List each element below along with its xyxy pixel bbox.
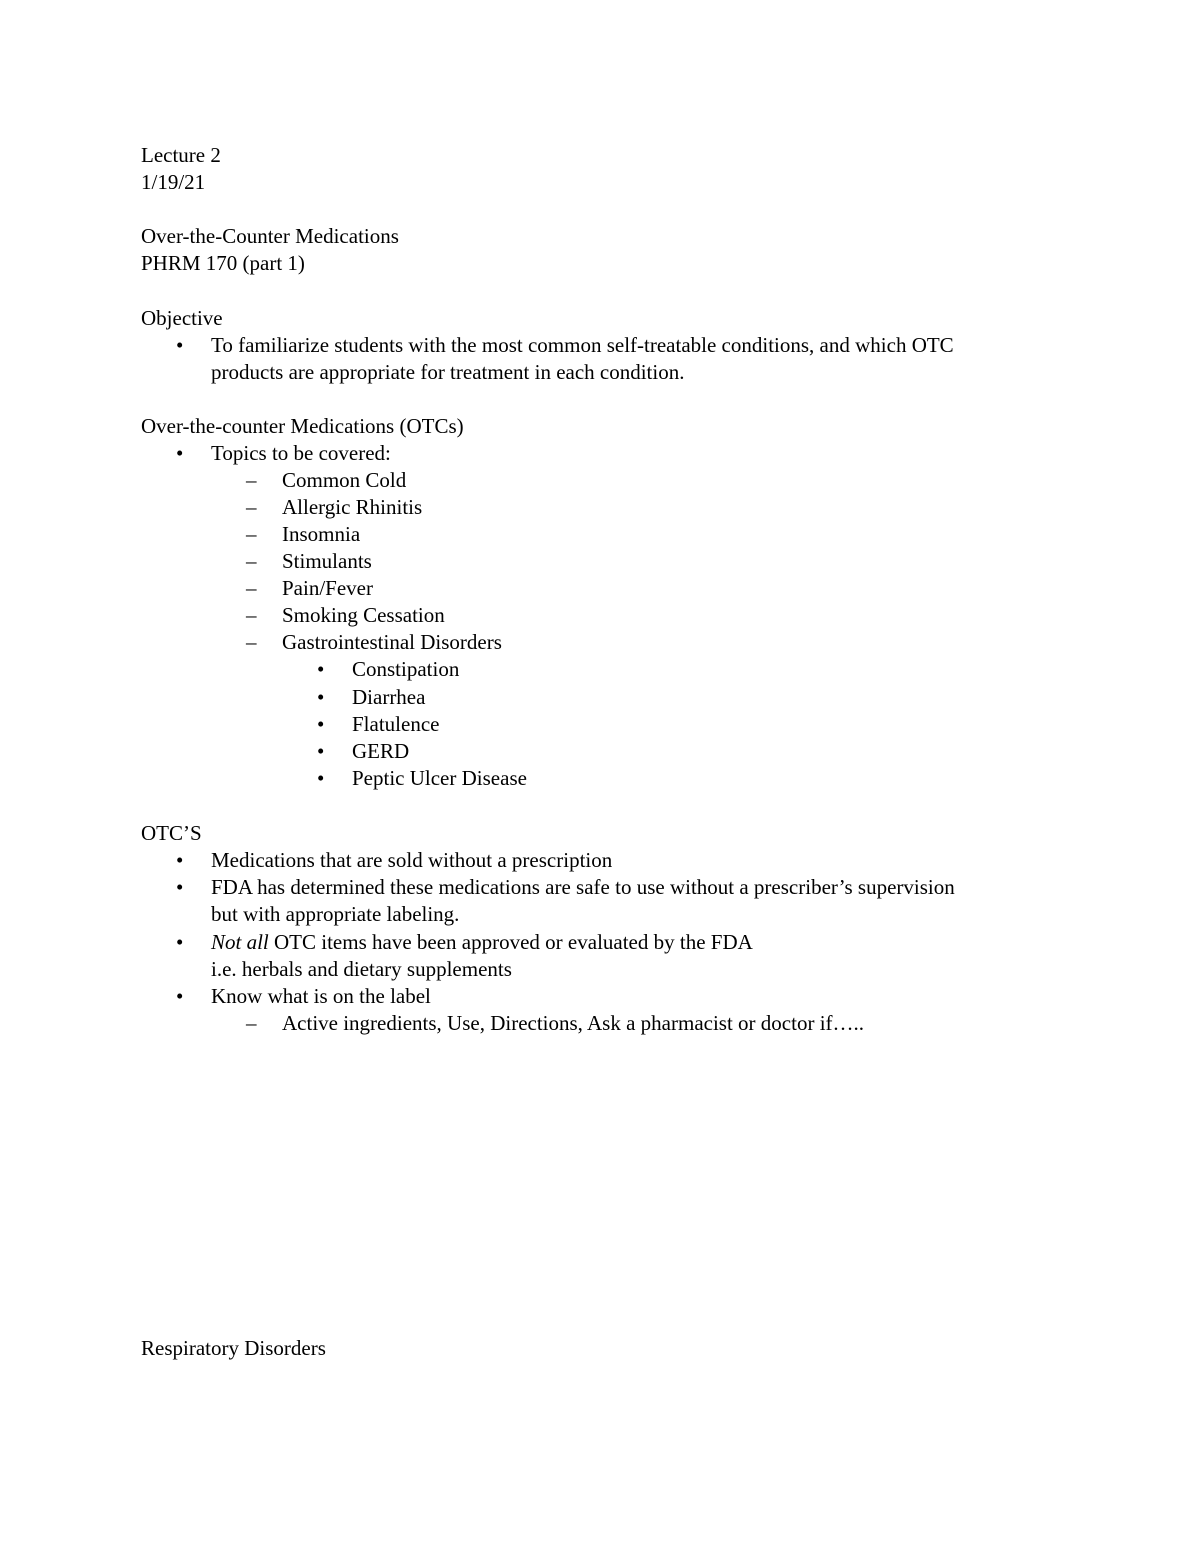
otc-s-heading: OTC’S [141,821,202,845]
otcs-heading: Over-the-counter Medications (OTCs) [141,414,464,438]
dash-icon: – [246,630,257,654]
bullet-icon: • [176,441,184,465]
bullet-icon: • [176,875,184,899]
dash-icon: – [246,495,257,519]
dash-icon: – [246,468,257,492]
topic-item: Insomnia [282,522,361,546]
topic-item: Pain/Fever [282,576,373,600]
otc-point: FDA has determined these medications are safe to use without a prescriber’s supervision [211,875,955,899]
dash-icon: – [246,576,257,600]
topic-item: Stimulants [282,549,372,573]
subtopic-item: Flatulence [352,712,440,736]
objective-heading: Objective [141,306,223,330]
subtopic-item: Diarrhea [352,685,426,709]
lecture-date: 1/19/21 [141,170,206,194]
topic-item: Allergic Rhinitis [282,495,423,519]
topic-item: Smoking Cessation [282,603,445,627]
course-code: PHRM 170 (part 1) [141,251,305,275]
otc-point-continuation: but with appropriate labeling. [211,902,460,926]
topic-item: Gastrointestinal Disorders [282,630,502,654]
otc-point [211,929,753,956]
emphasis-not-all: Not all [211,930,269,954]
respiratory-heading: Respiratory Disorders [141,1336,326,1360]
course-title: Over-the-Counter Medications [141,224,399,248]
otc-point: Medications that are sold without a prescription [211,848,613,872]
bullet-icon: • [317,657,325,681]
bullet-icon: • [317,712,325,736]
otc-point: Know what is on the label [211,984,431,1008]
topic-item: Common Cold [282,468,407,492]
otc-point-rest: OTC items have been approved or evaluated by the FDA [268,930,753,954]
objective-text-line2: products are appropriate for treatment in each condition. [211,360,685,384]
bullet-icon: • [317,766,325,790]
subtopic-item: GERD [352,739,410,763]
bullet-icon: • [176,848,184,872]
bullet-icon: • [317,685,325,709]
bullet-icon: • [317,739,325,763]
lecture-number: Lecture 2 [141,143,221,167]
otc-point-continuation: i.e. herbals and dietary supplements [211,957,512,981]
bullet-icon: • [176,984,184,1008]
objective-text-line1: To familiarize students with the most common self-treatable conditions, and which OTC [211,333,954,357]
topics-intro: Topics to be covered: [211,441,391,465]
label-contents: Active ingredients, Use, Directions, Ask a pharmacist or doctor if….. [282,1011,865,1035]
dash-icon: – [246,522,257,546]
dash-icon: – [246,1011,257,1035]
subtopic-item: Constipation [352,657,460,681]
subtopic-item: Peptic Ulcer Disease [352,766,527,790]
dash-icon: – [246,603,257,627]
bullet-icon: • [176,930,184,954]
dash-icon: – [246,549,257,573]
bullet-icon: • [176,333,184,357]
